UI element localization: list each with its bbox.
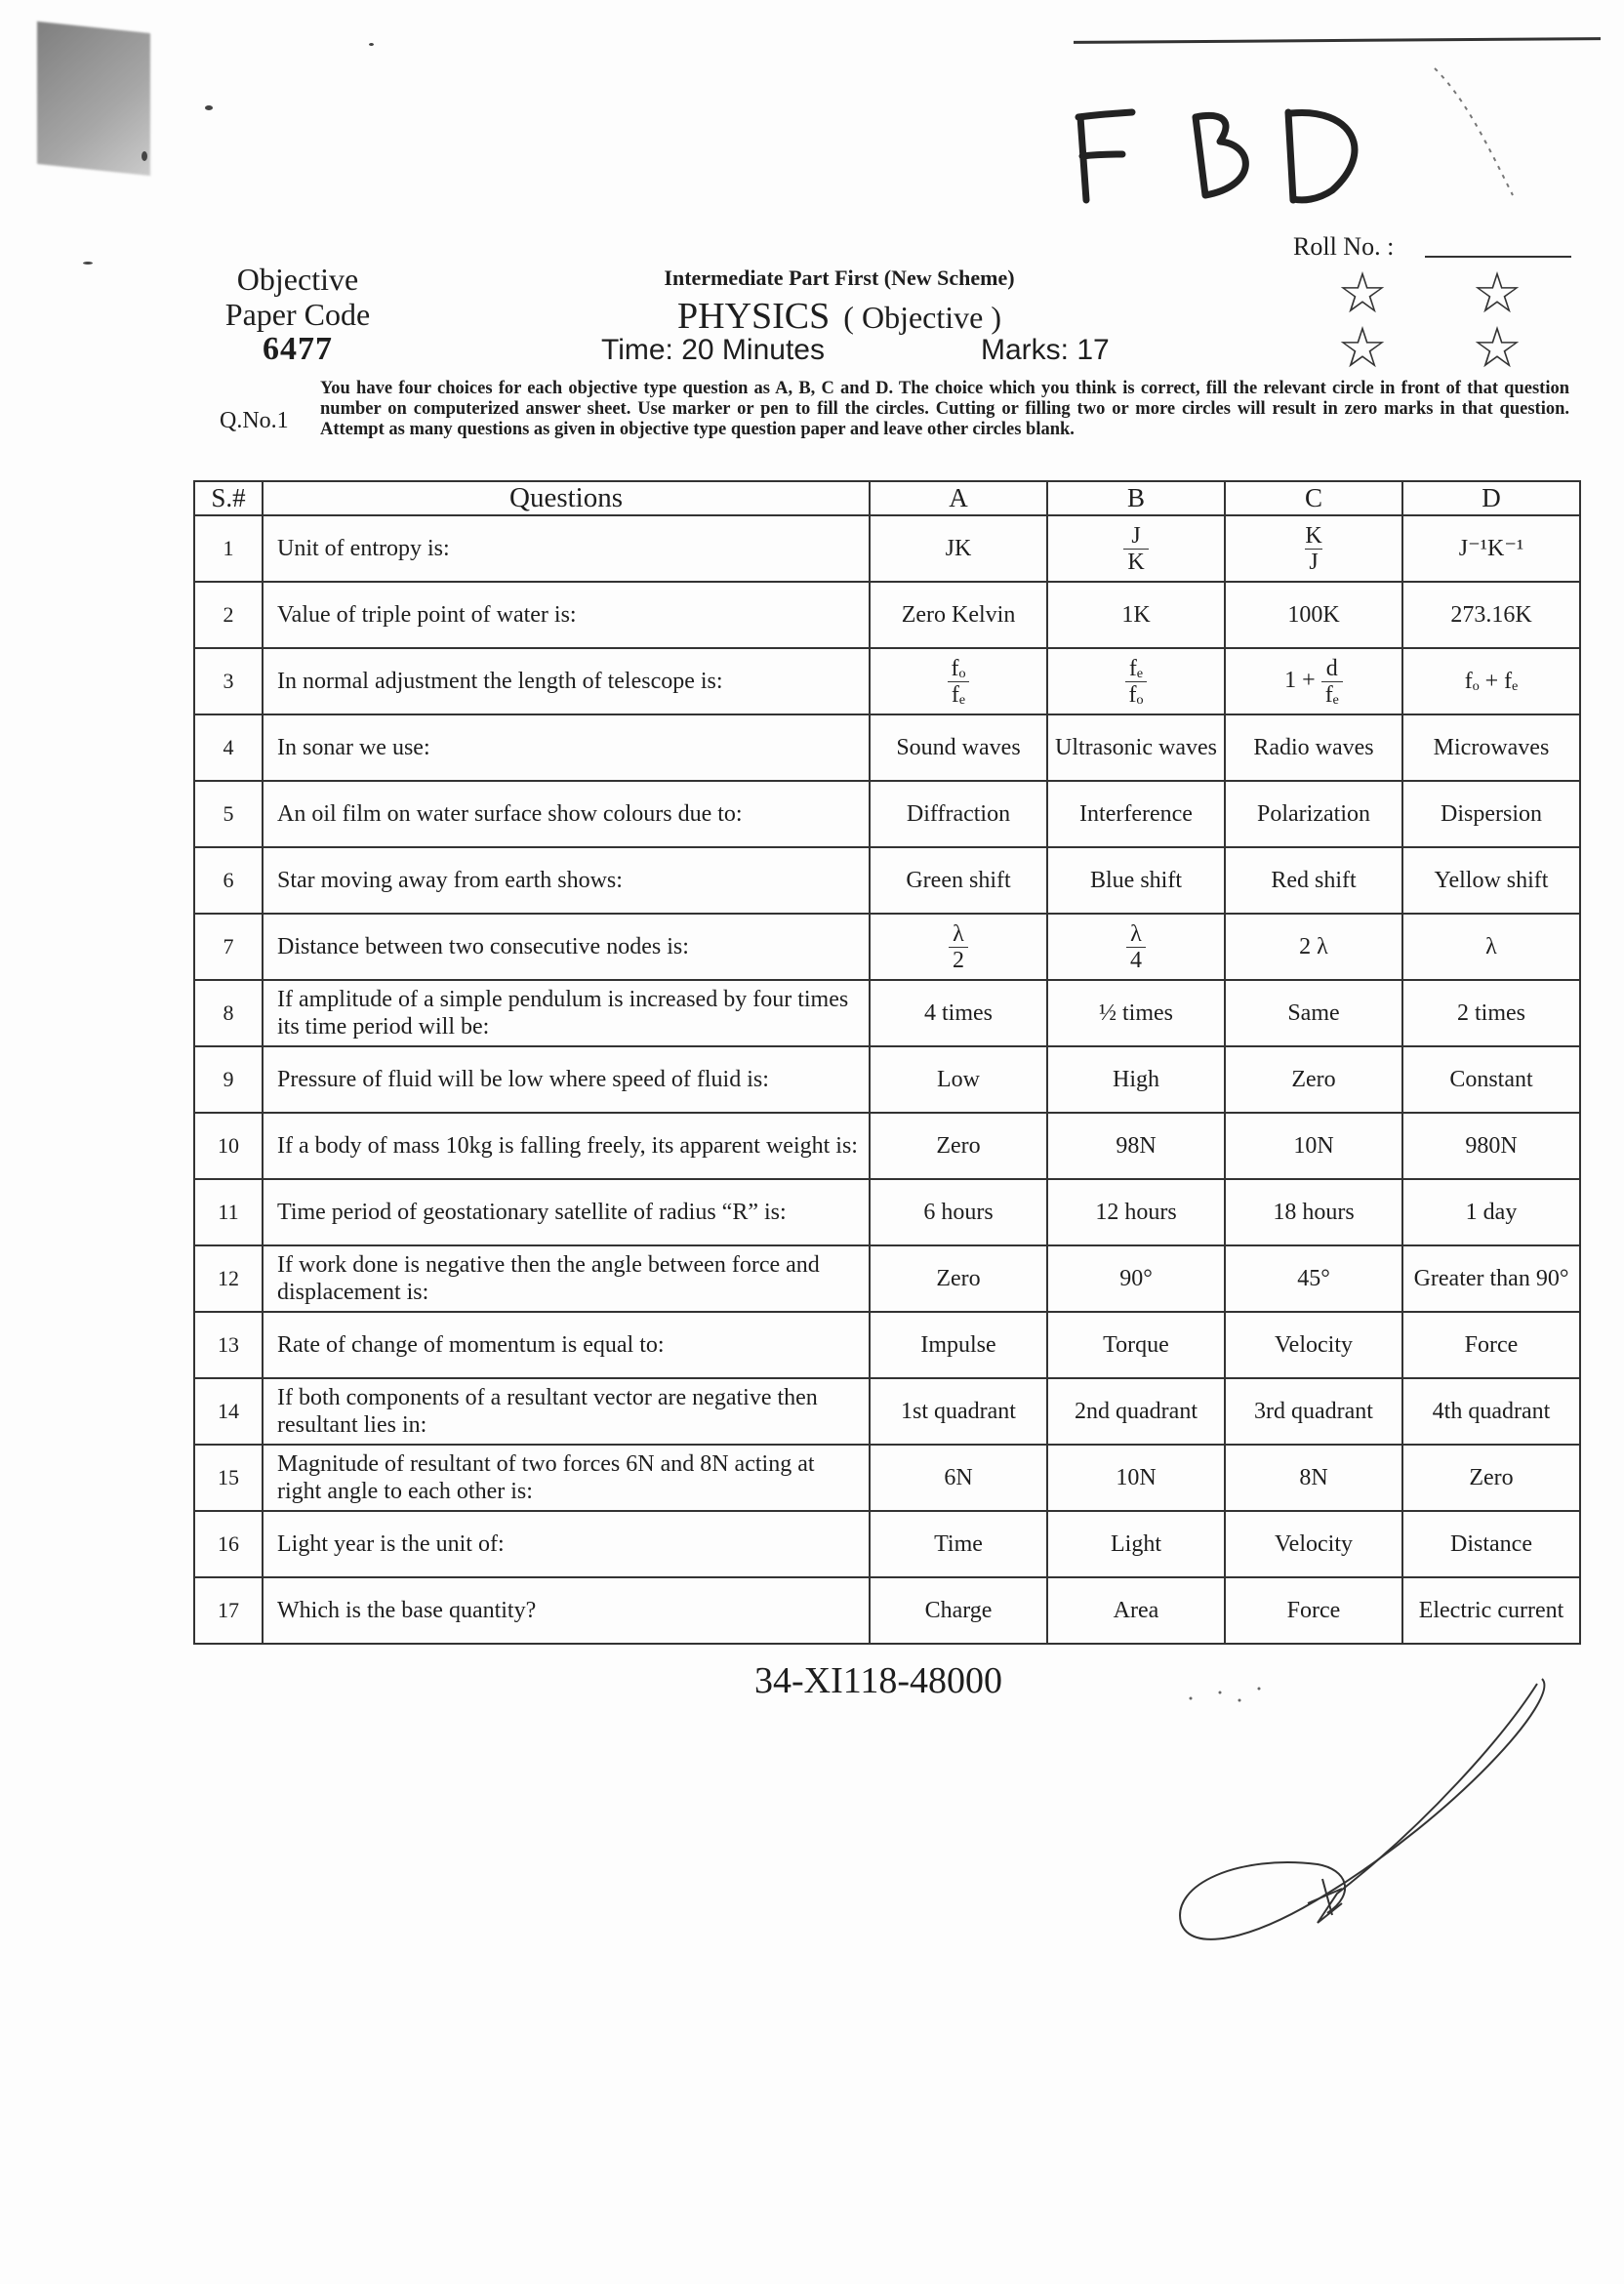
- option-a: Diffraction: [870, 781, 1047, 847]
- numerator: fₑ: [1128, 655, 1144, 681]
- handwritten-mark: [1059, 98, 1381, 215]
- serial-number: 3: [194, 648, 263, 714]
- star-icon: ☆: [1337, 262, 1388, 325]
- option-b: [1047, 914, 1225, 980]
- option-d: Force: [1402, 1312, 1580, 1378]
- table-row: [194, 1312, 1580, 1378]
- table-row: [194, 582, 1580, 648]
- question-text: If a body of mass 10kg is falling freely, its apparent weight is:: [263, 1113, 870, 1179]
- denominator: K: [1123, 549, 1148, 575]
- time-allowed: Time: 20 Minutes: [601, 334, 825, 366]
- option-d: λ: [1402, 914, 1580, 980]
- instructions: You have four choices for each objective type question as A, B, C and D. The choice which you think is correct, fill the relevant circle in front of that question number on computerized answer sheet. Use marker or pen to fill the circles. Cutting or filling two or more circles will result in zero marks in that question. Attempt as many questions as given in objective type question paper and leave other circles blank.: [320, 379, 1569, 439]
- option-a: 6 hours: [870, 1179, 1047, 1245]
- table-row: [194, 1245, 1580, 1312]
- serial-number: 17: [194, 1577, 263, 1644]
- question-text: Magnitude of resultant of two forces 6N and 8N acting at right angle to each other is:: [263, 1445, 870, 1511]
- serial-number: 10: [194, 1113, 263, 1179]
- option-b: 1K: [1047, 582, 1225, 648]
- question-text: Light year is the unit of:: [263, 1511, 870, 1577]
- table-row: [194, 1378, 1580, 1445]
- header-questions: Questions: [263, 481, 870, 515]
- star-icon: ☆: [1472, 316, 1522, 380]
- signature: [1132, 1659, 1581, 1991]
- serial-number: 11: [194, 1179, 263, 1245]
- option-c: 8N: [1225, 1445, 1402, 1511]
- fraction: [949, 921, 968, 973]
- option-c: Radio waves: [1225, 714, 1402, 781]
- fraction: [1321, 656, 1343, 708]
- roll-no-field: [1425, 256, 1571, 258]
- option-c: Zero: [1225, 1046, 1402, 1113]
- option-a: 1st quadrant: [870, 1378, 1047, 1445]
- total-marks: Marks: 17: [981, 334, 1110, 366]
- table-row: [194, 1577, 1580, 1644]
- option-d: fₒ + fₑ: [1402, 648, 1580, 714]
- question-text: Star moving away from earth shows:: [263, 847, 870, 914]
- option-d: J⁻¹K⁻¹: [1402, 515, 1580, 582]
- option-c: 18 hours: [1225, 1179, 1402, 1245]
- star-icon: ☆: [1337, 316, 1388, 380]
- option-a: Zero: [870, 1245, 1047, 1312]
- denominator: 2: [949, 947, 968, 973]
- serial-number: 6: [194, 847, 263, 914]
- option-d: Electric current: [1402, 1577, 1580, 1644]
- serial-number: 2: [194, 582, 263, 648]
- footer-code: 34-XI118-48000: [754, 1660, 1002, 1701]
- option-a: Zero Kelvin: [870, 582, 1047, 648]
- fraction: [1126, 921, 1146, 973]
- option-c: 10N: [1225, 1113, 1402, 1179]
- paper-code-label: Paper Code: [224, 297, 371, 332]
- option-a: Impulse: [870, 1312, 1047, 1378]
- serial-number: 7: [194, 914, 263, 980]
- option-d: Yellow shift: [1402, 847, 1580, 914]
- scan-smudge: [37, 21, 150, 176]
- option-a: 6N: [870, 1445, 1047, 1511]
- question-number: Q.No.1: [220, 408, 289, 433]
- header-option-c: C: [1225, 481, 1402, 515]
- option-d: 4th quadrant: [1402, 1378, 1580, 1445]
- option-b: Ultrasonic waves: [1047, 714, 1225, 781]
- question-text: Which is the base quantity?: [263, 1577, 870, 1644]
- scan-speck: [205, 105, 213, 110]
- option-b: Light: [1047, 1511, 1225, 1577]
- header-serial: S.#: [194, 481, 263, 515]
- question-text: Unit of entropy is:: [263, 515, 870, 582]
- fraction: [1125, 656, 1148, 708]
- paper-code: 6477: [263, 331, 333, 367]
- serial-number: 12: [194, 1245, 263, 1312]
- serial-number: 8: [194, 980, 263, 1046]
- option-b: [1047, 515, 1225, 582]
- numerator: fₒ: [951, 655, 966, 681]
- denominator: fₒ: [1125, 681, 1148, 708]
- question-text: If work done is negative then the angle between force and displacement is:: [263, 1245, 870, 1312]
- option-b: Interference: [1047, 781, 1225, 847]
- serial-number: 9: [194, 1046, 263, 1113]
- option-b: 10N: [1047, 1445, 1225, 1511]
- question-text: If amplitude of a simple pendulum is increased by four times its time period will be:: [263, 980, 870, 1046]
- option-a: Low: [870, 1046, 1047, 1113]
- roll-no-label: Roll No. :: [1293, 232, 1395, 261]
- scan-speck: [142, 151, 147, 161]
- serial-number: 15: [194, 1445, 263, 1511]
- option-a: Time: [870, 1511, 1047, 1577]
- fraction: [1301, 523, 1325, 575]
- question-text: Time period of geostationary satellite of radius “R” is:: [263, 1179, 870, 1245]
- option-b: Torque: [1047, 1312, 1225, 1378]
- table-row: [194, 515, 1580, 582]
- question-text: An oil film on water surface show colours due to:: [263, 781, 870, 847]
- option-d: Dispersion: [1402, 781, 1580, 847]
- objective-label: Objective: [236, 262, 359, 297]
- table-row: [194, 1179, 1580, 1245]
- serial-number: 5: [194, 781, 263, 847]
- numerator: λ: [953, 920, 964, 947]
- option-a: [870, 648, 1047, 714]
- option-b: [1047, 648, 1225, 714]
- question-text: Rate of change of momentum is equal to:: [263, 1312, 870, 1378]
- question-text: Value of triple point of water is:: [263, 582, 870, 648]
- table-row: [194, 1113, 1580, 1179]
- option-d: 2 times: [1402, 980, 1580, 1046]
- option-c: Velocity: [1225, 1312, 1402, 1378]
- serial-number: 1: [194, 515, 263, 582]
- option-d: Zero: [1402, 1445, 1580, 1511]
- paper-code-block: [220, 262, 376, 367]
- option-a: JK: [870, 515, 1047, 582]
- header-option-a: A: [870, 481, 1047, 515]
- scan-top-line: [1074, 37, 1601, 44]
- option-b: 12 hours: [1047, 1179, 1225, 1245]
- fraction: [1123, 523, 1148, 575]
- option-b: High: [1047, 1046, 1225, 1113]
- option-a: Green shift: [870, 847, 1047, 914]
- scan-speck: [83, 262, 93, 265]
- subject-title: [556, 295, 1122, 338]
- serial-number: 14: [194, 1378, 263, 1445]
- header-option-d: D: [1402, 481, 1580, 515]
- serial-number: 16: [194, 1511, 263, 1577]
- fraction: [948, 656, 970, 708]
- option-c: Polarization: [1225, 781, 1402, 847]
- option-c: 3rd quadrant: [1225, 1378, 1402, 1445]
- denominator: fₑ: [1321, 681, 1343, 708]
- denominator: fₑ: [948, 681, 969, 708]
- option-b: Area: [1047, 1577, 1225, 1644]
- serial-number: 4: [194, 714, 263, 781]
- option-c: Velocity: [1225, 1511, 1402, 1577]
- numerator: λ: [1130, 920, 1142, 947]
- option-b: 90°: [1047, 1245, 1225, 1312]
- subject-type: ( Objective ): [843, 300, 1001, 335]
- numerator: K: [1305, 522, 1322, 549]
- table-row: [194, 847, 1580, 914]
- denominator: J: [1305, 549, 1321, 575]
- option-c: 45°: [1225, 1245, 1402, 1312]
- serial-number: 13: [194, 1312, 263, 1378]
- option-c: 100K: [1225, 582, 1402, 648]
- table-row: [194, 648, 1580, 714]
- table-row: [194, 1511, 1580, 1577]
- option-d: Constant: [1402, 1046, 1580, 1113]
- option-d: 273.16K: [1402, 582, 1580, 648]
- option-d: Microwaves: [1402, 714, 1580, 781]
- scan-speck: [369, 43, 374, 46]
- option-c: Same: [1225, 980, 1402, 1046]
- table-row: [194, 980, 1580, 1046]
- table-row: [194, 781, 1580, 847]
- option-a: [870, 914, 1047, 980]
- option-d: Greater than 90°: [1402, 1245, 1580, 1312]
- option-c: 2 λ: [1225, 914, 1402, 980]
- option-a: Sound waves: [870, 714, 1047, 781]
- table-header-row: [194, 481, 1580, 515]
- question-text: In sonar we use:: [263, 714, 870, 781]
- numerator: d: [1325, 655, 1338, 681]
- table-row: [194, 1445, 1580, 1511]
- table-row: [194, 714, 1580, 781]
- table-row: [194, 914, 1580, 980]
- question-text: Distance between two consecutive nodes is:: [263, 914, 870, 980]
- question-text: Pressure of fluid will be low where speed of fluid is:: [263, 1046, 870, 1113]
- option-a: Zero: [870, 1113, 1047, 1179]
- option-c: Red shift: [1225, 847, 1402, 914]
- option-b: ½ times: [1047, 980, 1225, 1046]
- star-icon: ☆: [1472, 262, 1522, 325]
- question-text: In normal adjustment the length of telescope is:: [263, 648, 870, 714]
- question-text: If both components of a resultant vector are negative then resultant lies in:: [263, 1378, 870, 1445]
- option-d: Distance: [1402, 1511, 1580, 1577]
- header-option-b: B: [1047, 481, 1225, 515]
- question-table: [193, 480, 1581, 1645]
- option-c: [1225, 648, 1402, 714]
- table-row: [194, 1046, 1580, 1113]
- option-d: 1 day: [1402, 1179, 1580, 1245]
- option-d: 980N: [1402, 1113, 1580, 1179]
- option-a: 4 times: [870, 980, 1047, 1046]
- option-b: 2nd quadrant: [1047, 1378, 1225, 1445]
- option-c: [1225, 515, 1402, 582]
- prefix: 1 +: [1284, 667, 1316, 693]
- option-b: 98N: [1047, 1113, 1225, 1179]
- paper-header: [556, 265, 1122, 338]
- option-b: Blue shift: [1047, 847, 1225, 914]
- option-a: Charge: [870, 1577, 1047, 1644]
- option-c: Force: [1225, 1577, 1402, 1644]
- numerator: J: [1131, 522, 1141, 549]
- denominator: 4: [1126, 947, 1146, 973]
- subject-name: PHYSICS: [677, 296, 831, 337]
- scan-scribble: [1415, 59, 1532, 205]
- scheme-title: Intermediate Part First (New Scheme): [664, 265, 1015, 290]
